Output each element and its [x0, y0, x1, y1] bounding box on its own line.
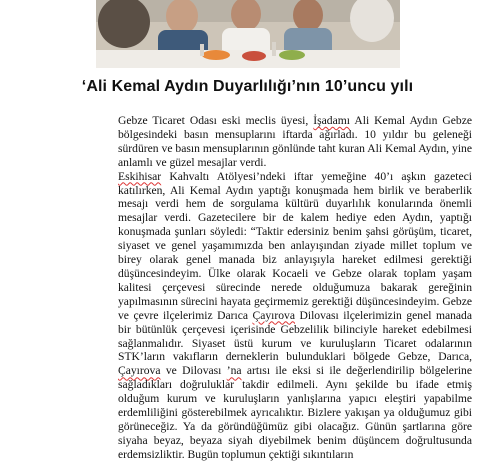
iftar-dinner-photo-illustration: [96, 0, 400, 68]
article-body: [118, 114, 472, 461]
text-run: artısı ile eksi si ile değerlendirilip bölgelerine sağladıkları doğruluklar takdir edilmeli. Aynı şekilde bu ifade etmiş olduğum kurum ve kuruluşların yanlışlarına yapıcı eleştiri yapabilme erdemliliğini gösterebilmek ayrıcalıktır. Bizlere yakışan ya olduğumuz gibi görüneceğiz. Ya da göründüğümüz gibi olacağız. Günün şartlarına göre siyaha beyaz, beyaza siyah diyebilmek benim düşüncem doğrultusunda erdemsizliktir. Bugün toplumun çektiği sıkıntıların: [118, 364, 472, 461]
spellcheck-flagged-word: Eskihisar: [118, 169, 162, 183]
article-paragraph: [118, 114, 472, 170]
text-run: Ali Kemal Aydın Gebze bölgesindeki basın mensuplarını iftarda ağırladı. 10 yıldır bu geleneği sürdüren ve basın mensuplarının gönlünde taht kuran Ali Kemal Aydın, yine anlamlı ve güzel mesajlar verdi.: [118, 114, 472, 169]
text-run: ve Dilovası: [160, 364, 227, 378]
article-headline: ‘Ali Kemal Aydın Duyarlılığı’nın 10’uncu yılı: [81, 78, 414, 95]
text-run: Gebze Ticaret Odası eski meclis üyesi,: [118, 114, 314, 127]
spellcheck-flagged-word: Çayırova: [252, 308, 295, 322]
article-photo: [96, 0, 400, 68]
spellcheck-flagged-word: Çayırova: [118, 364, 161, 378]
text-run: Dilovası ilçelerimizin genel manada bir bütünlük çerçevesi içerisinde Gebzelilik bilinciyle hareket edebilmesi sağlanmalıdır. Siyaset üstü kurum ve kuruluşların Ticaret odalarının STK’ların vakıfların derneklerin bulunduklari bölgede Gebze, Darıca,: [118, 308, 472, 364]
text-run: Kahvaltı Atölyesi’ndeki iftar yemeğine 40’ı aşkın gazeteci katılırken, Ali Kemal Aydın yaptığı konuşmada hem birlik ve beraberlik mesajı verdi hem de sorgulama kültürü duyarlılık konularında önemli mesajlar verdi. Gazetecilere bir de kalem hediye eden Aydın, yaptığı konuşmada şunları söyledi: “Taktir edersiniz benim şahsi görüşüm, ticaret, siyaset ve genel yaşamımızda ben anlayışından ziyade millet toplum ve birey olarak genel manada biz anlayışıyla hareket edilmesi gerektiği düşüncesindeyim. Ülke olarak Kocaeli ve Gebze olarak toplam yaşam kalitesi çerçevesi sürecinde nerede olduğumuza bakarak gereğinin yapılmasının sürecini hayata geçirmemiz gerektiği düşüncesindeyim. Gebze ve çevre ilçelerimiz Darıca: [118, 169, 472, 322]
spellcheck-flagged-word: ’na: [226, 364, 242, 378]
spellcheck-flagged-word: İşadamı: [313, 114, 350, 127]
article-paragraph: [118, 170, 472, 462]
